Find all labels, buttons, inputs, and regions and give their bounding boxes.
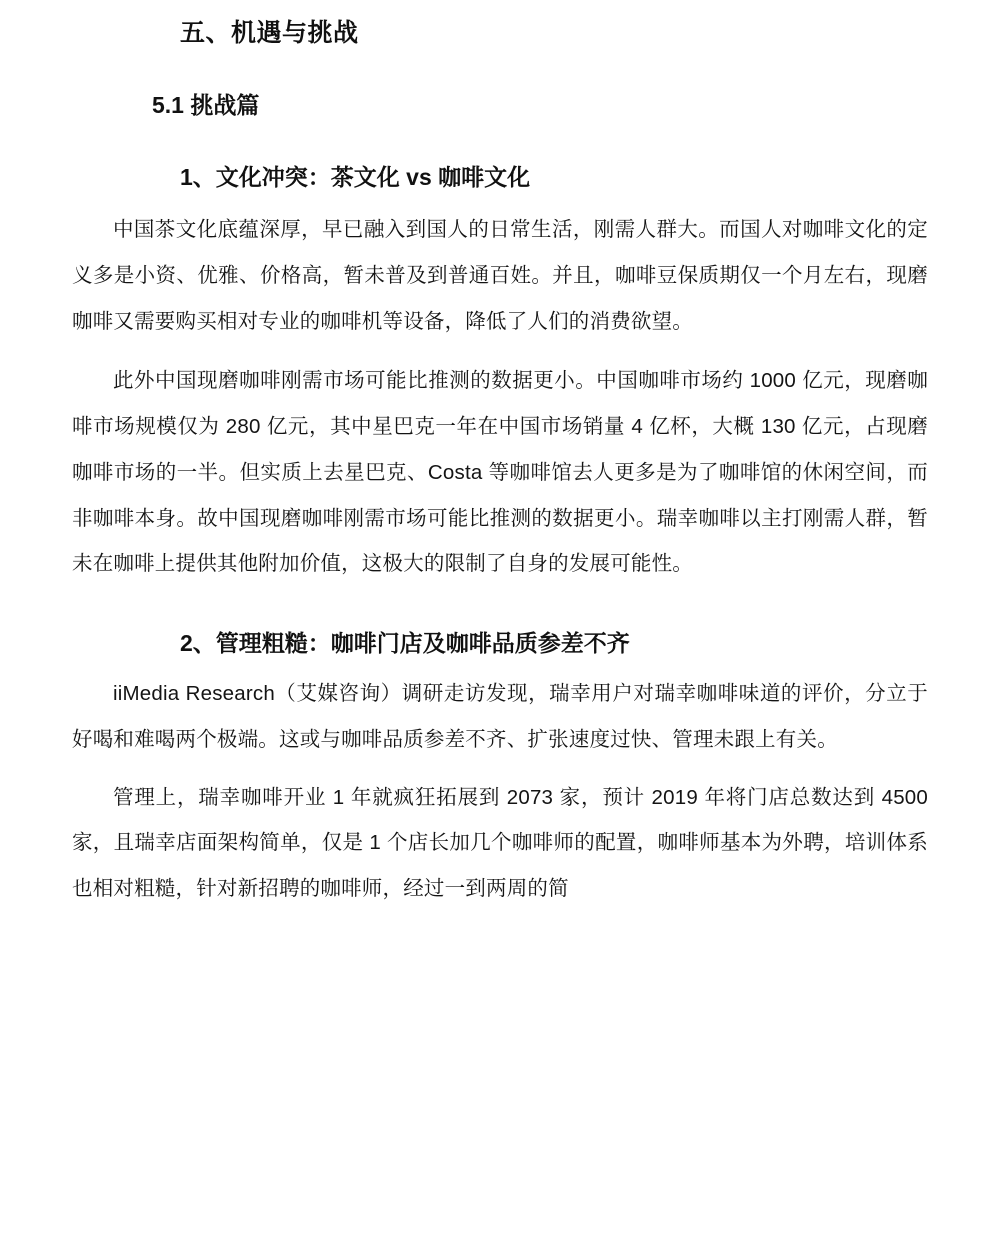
topic-heading-1: 1、文化冲突：茶文化 vs 咖啡文化 [180,164,531,191]
paragraph: 中国茶文化底蕴深厚，早已融入到国人的日常生活，刚需人群大。而国人对咖啡文化的定义多是小资、优雅、价格高，暂未普及到普通百姓。并且，咖啡豆保质期仅一个月左右，现磨咖啡又需要购买相对专业的咖啡机等设备，降低了人们的消费欲望。 [72,218,928,333]
paragraph: 此外中国现磨咖啡刚需市场可能比推测的数据更小。中国咖啡市场约 1000 亿元，现磨咖啡市场规模仅为 280 亿元，其中星巴克一年在中国市场销量 4 亿杯，大概 130 亿元，占现磨咖啡市场的一半。但实质上去星巴克、Costa 等咖啡馆去人更多是为了咖啡馆的休闲空间，而非咖啡本身。故中国现磨咖啡刚需市场可能比推测的数据更小。瑞幸咖啡以主打刚需人群，暂未在咖啡上提供其他附加价值，这极大的限制了自身的发展可能性。 [72,369,928,576]
paragraph: 管理上，瑞幸咖啡开业 1 年就疯狂拓展到 2073 家，预计 2019 年将门店总数达到 4500 家，且瑞幸店面架构简单，仅是 1 个店长加几个咖啡师的配置，咖啡师基本为外聘，培训体系也相对粗糙，针对新招聘的咖啡师，经过一到两周的简 [72,785,928,900]
section-heading: 五、机遇与挑战 [180,19,359,47]
paragraph: iiMedia Research（艾媒咨询）调研走访发现，瑞幸用户对瑞幸咖啡味道的评价，分立于好喝和难喝两个极端。这或与咖啡品质参差不齐、扩张速度过快、管理未跟上有关。 [72,682,928,751]
topic-heading-2: 2、管理粗糙：咖啡门店及咖啡品质参差不齐 [180,630,630,656]
subsection-heading: 5.1 挑战篇 [152,92,260,118]
